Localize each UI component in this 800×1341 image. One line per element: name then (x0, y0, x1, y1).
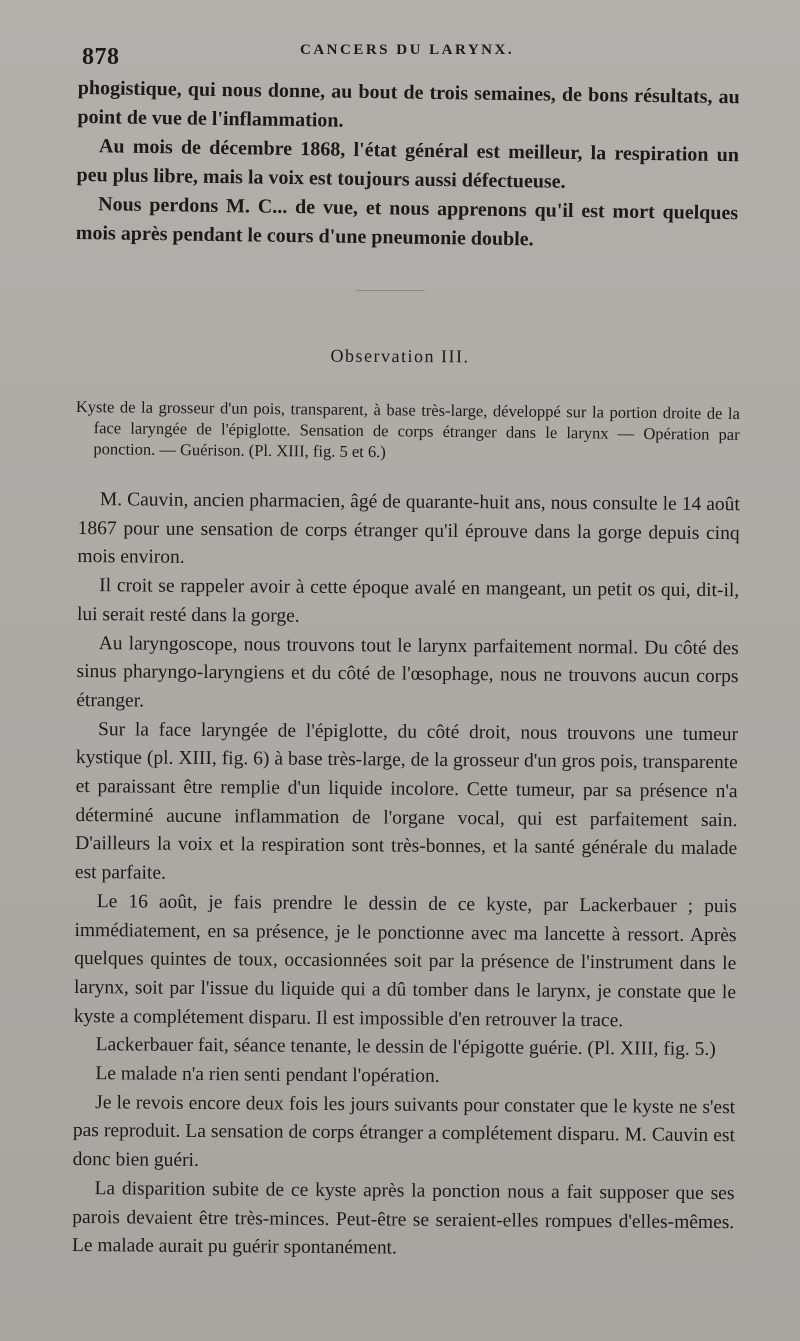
previous-observation-ending (76, 74, 740, 257)
paragraph: Il croit se rappeler avoir à cette époque avalé en mangeant, un petit os qui, dit-il, lui serait resté dans la gorge. (76, 575, 740, 627)
paragraph: Le malade n'a rien senti pendant l'opération. (95, 1063, 440, 1087)
paragraph: Lackerbauer fait, séance tenante, le dessin de l'épigotte guérie. (Pl. XIII, fig. 5.) (95, 1034, 716, 1061)
page-header (82, 40, 772, 74)
paragraph: Je le revois encore deux fois les jours suivants pour constater que le kyste ne s'est pas reproduit. La sensation de corps étranger a complétement disparu. M. Cauvin est donc bien guéri. (72, 1091, 736, 1172)
observation-body (72, 486, 740, 1266)
section-divider (355, 290, 425, 291)
paragraph: M. Cauvin, ancien pharmacien, âgé de quarante-huit ans, nous consulte le 14 août 1867 pour une sensation de corps étranger qu'il éprouve dans la gorge depuis cinq mois environ. (77, 489, 740, 569)
paragraph: Sur la face laryngée de l'épiglotte, du côté droit, nous trouvons une tumeur kystique (pl. XIII, fig. 6) à base très-large, de la grosseur d'un gros pois, transparente et paraissant être remplie d'un liquide incolore. Cette tumeur, par sa présence n'a déterminé aucune inflammation de l'organe vocal, qui est parfaitement sain. D'ailleurs la voix et la respiration sont très-bonnes, et la santé générale du malade est parfaite. (74, 718, 739, 884)
paragraph: Au mois de décembre 1868, l'état général est meilleur, la respiration un peu plus libre, mais la voix est toujours aussi défectueuse. (76, 135, 740, 193)
paragraph: Au laryngoscope, nous trouvons tout le larynx parfaitement normal. Du côté des sinus pharyngo-laryngiens et du côté de l'œsophage, nous ne trouvons aucun corps étranger. (76, 632, 739, 712)
observation-heading: Observation III. (330, 345, 470, 367)
paragraph: phogistique, qui nous donne, au bout de trois semaines, de bons résultats, au point de vue de l'inflammation. (77, 76, 740, 132)
summary-text: Kyste de la grosseur d'un pois, transparent, à base très-large, développé sur la portion droite de la face laryngée de l'épiglotte. Sensation de corps étranger dans le larynx — Opération par ponction. — Guérison. (Pl. XIII, fig. 5 et 6.) (75, 396, 740, 462)
paragraph: Le 16 août, je fais prendre le dessin de ce kyste, par Lackerbauer ; puis immédiatement, en sa présence, je le ponctionne avec ma lancette à ressort. Après quelques quintes de toux, occasionnées soit par la présence de l'instrument dans le larynx, soit par l'issue du liquide qui a dû tomber dans le larynx, je constate que le kyste a complétement disparu. Il est impossible d'en retrouver la trace. (73, 891, 737, 1031)
page-number: 878 (82, 44, 120, 70)
paragraph: Nous perdons M. C... de vue, et nous apprenons qu'il est mort quelques mois après pendant le cours d'une pneumonie double. (75, 193, 739, 251)
running-title: CANCERS DU LARYNX. (300, 42, 515, 58)
observation-summary (75, 396, 740, 466)
paragraph: La disparition subite de ce kyste après la ponction nous a fait supposer que ses parois devaient être très-minces. Peut-être se seraient-elles rompues d'elles-mêmes. Le malade aurait pu guérir spontanément. (71, 1178, 735, 1259)
